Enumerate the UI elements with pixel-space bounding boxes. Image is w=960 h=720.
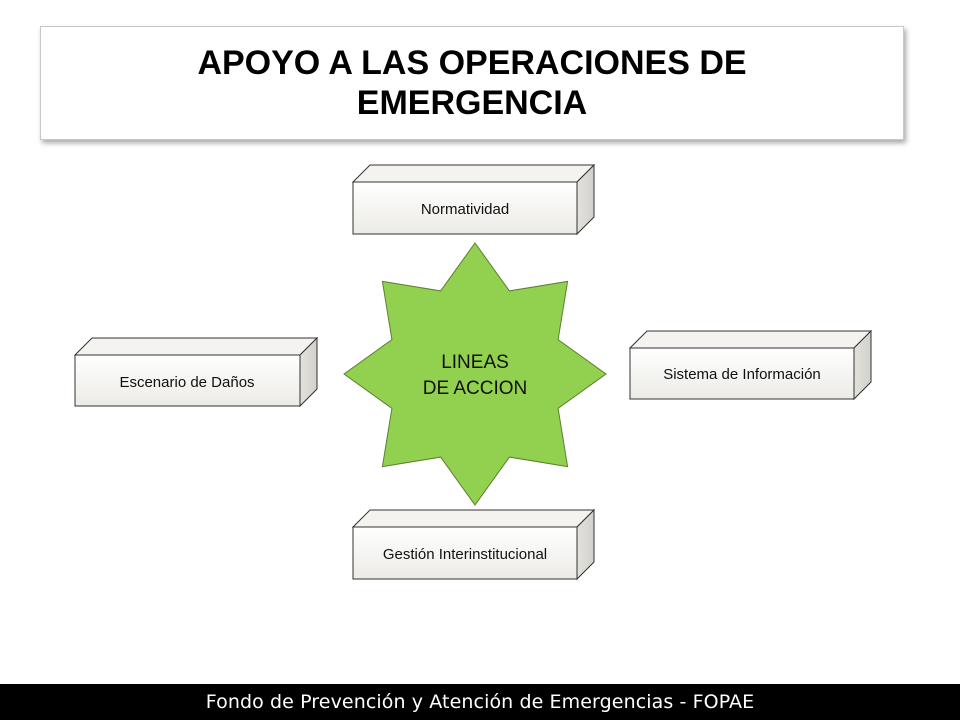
center-star-line2: DE ACCION xyxy=(422,378,528,399)
box-normatividad xyxy=(353,165,594,234)
box-sistema-de-informacion-label: Sistema de Información xyxy=(663,366,821,383)
box-escenario-de-danos xyxy=(75,338,317,406)
box-escenario-de-danos-label: Escenario de Daños xyxy=(119,374,255,391)
slide-title: APOYO A LAS OPERACIONES DE EMERGENCIA xyxy=(197,44,747,122)
footer-text: Fondo de Prevención y Atención de Emergencias - FOPAE xyxy=(205,691,755,713)
box-gestion-interinstitucional xyxy=(353,510,594,579)
box-normatividad-label: Normatividad xyxy=(420,201,510,218)
center-star-shape xyxy=(344,243,606,505)
box-gestion-interinstitucional-label: Gestión Interinstitucional xyxy=(382,546,548,563)
footer-bar xyxy=(0,684,960,720)
center-star xyxy=(344,243,606,505)
center-star-line1: LINEAS xyxy=(441,352,509,373)
box-sistema-de-informacion xyxy=(630,331,871,399)
